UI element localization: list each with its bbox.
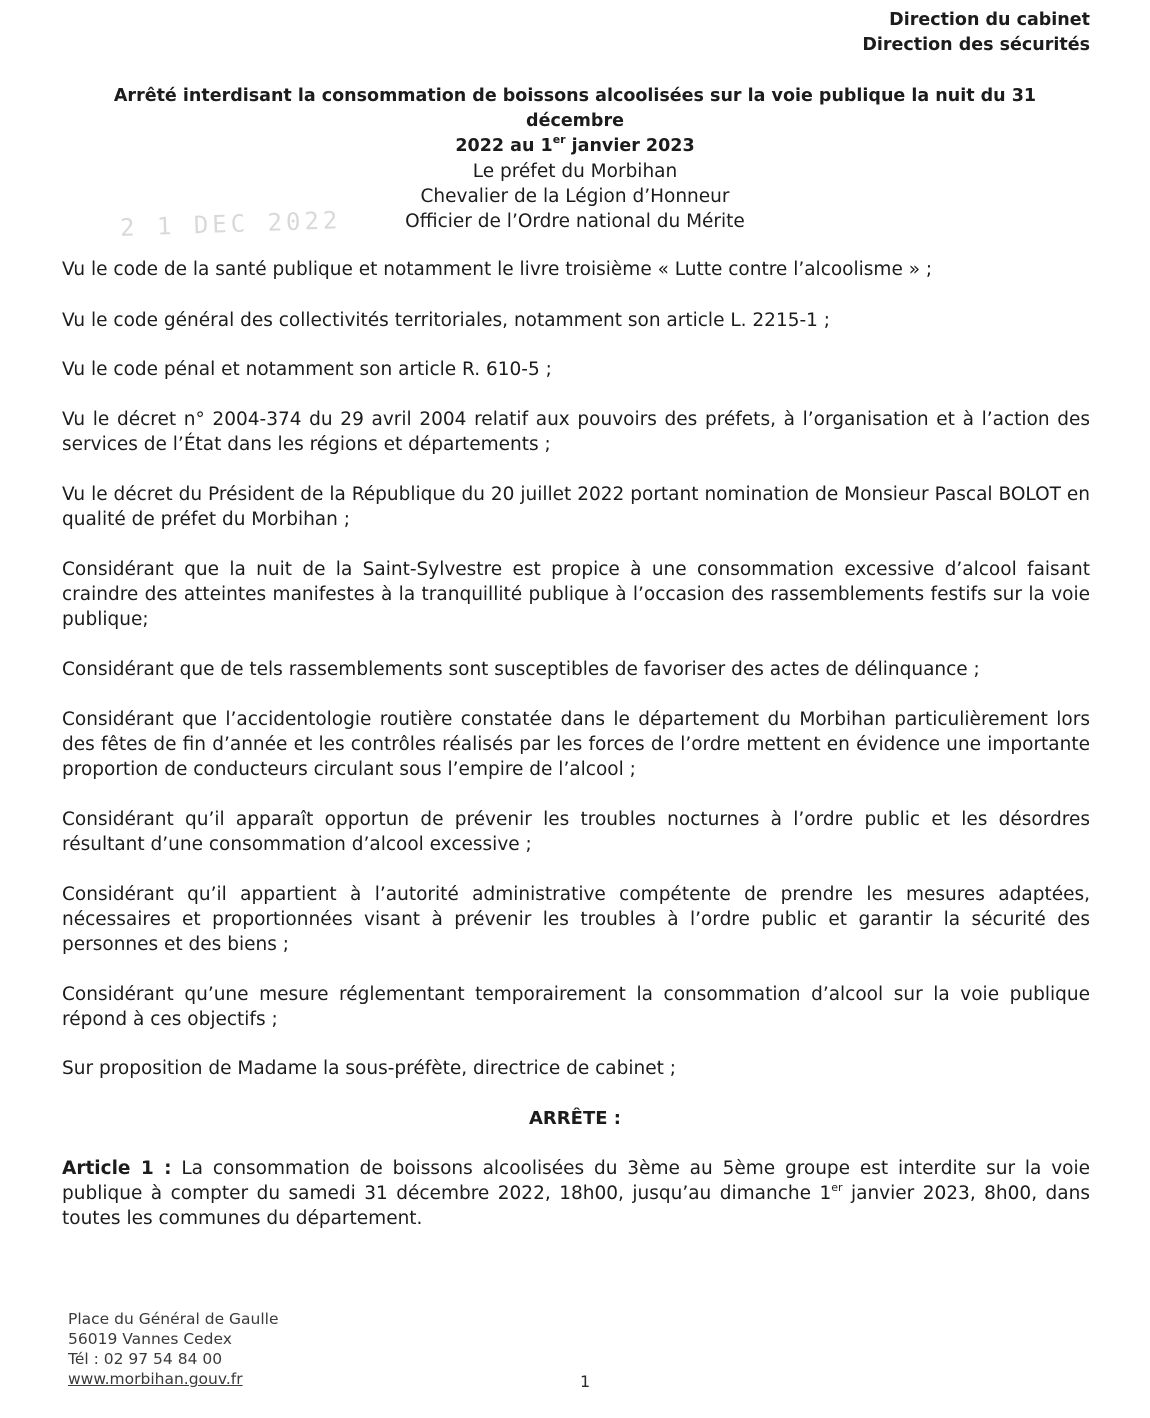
prefect-honour-legion: Chevalier de la Légion d’Honneur: [420, 186, 730, 207]
article-1-text-end: janvier 2023, 8h00, dans toutes les communes du département.: [62, 1183, 1090, 1229]
considerant-text: Considérant qu’il apparaît opportun de prévenir les troubles nocturnes à l’ordre public et les désordres résultant d’une consommation d’alcool excessive ;: [62, 809, 1090, 855]
footer-phone: Tél : 02 97 54 84 00: [68, 1350, 223, 1368]
visa-4: [62, 407, 1090, 457]
arrete-heading: ARRÊTE :: [529, 1108, 621, 1129]
issuing-department: [862, 8, 1090, 58]
considerant-text: Considérant que de tels rassemblements sont susceptibles de favoriser des actes de délinquance ;: [62, 659, 980, 680]
proposition-text: Sur proposition de Madame la sous-préfète, directrice de cabinet ;: [62, 1058, 676, 1079]
footer-website-link[interactable]: www.morbihan.gouv.fr: [68, 1370, 243, 1388]
decree-title-line1: Arrêté interdisant la consommation de boissons alcoolisées sur la voie publique la nuit du 31 décembre: [113, 86, 1037, 131]
considerant-2: [62, 657, 1090, 682]
decree-title-line2: [62, 134, 1088, 159]
proposition: [62, 1056, 1090, 1081]
decree-title-date-end: janvier 2023: [565, 136, 695, 156]
visa-5: [62, 482, 1090, 532]
article-1-superscript: er: [831, 1180, 843, 1194]
visa-2: [62, 308, 1090, 333]
considerant-6: [62, 982, 1090, 1032]
article-1-label: Article 1 :: [62, 1158, 172, 1179]
considerant-text: Considérant que l’accidentologie routière constatée dans le département du Morbihan particulièrement lors des fêtes de fin d’année et les contrôles réalisés par les forces de l’ordre mettent en évidence une importante proportion de conducteurs circulant sous l’empire de l’alcool ;: [62, 709, 1090, 780]
visa-text: Vu le code pénal et notamment son article R. 610-5 ;: [62, 359, 552, 380]
considerant-text: Considérant qu’une mesure réglementant temporairement la consommation d’alcool sur la voie publique répond à ces objectifs ;: [62, 984, 1090, 1030]
decree-title: [62, 84, 1088, 159]
visa-text: Vu le décret n° 2004-374 du 29 avril 2004 relatif aux pouvoirs des préfets, à l’organisation et à l’action des services de l’État dans les régions et départements ;: [62, 409, 1090, 455]
article-1-paragraph: [62, 1156, 1090, 1231]
visa-text: Vu le code de la santé publique et notamment le livre troisième « Lutte contre l’alcoolisme » ;: [62, 259, 933, 280]
department-line-cabinet: Direction du cabinet: [889, 10, 1090, 30]
article-1-text-start: La consommation de boissons alcoolisées du 3ème au 5ème groupe est interdite sur la voie publique à compter du samedi 31 décembre 2022, 18h00, jusqu’au dimanche 1: [62, 1158, 1090, 1204]
considerant-3: [62, 707, 1090, 782]
visa-text: Vu le code général des collectivités territoriales, notamment son article L. 2215-1 ;: [62, 310, 831, 331]
decree-title-date-start: 2022 au 1: [455, 136, 553, 156]
considerant-5: [62, 882, 1090, 957]
prefect-title: Le préfet du Morbihan: [472, 161, 678, 182]
considerant-text: Considérant qu’il appartient à l’autorité administrative compétente de prendre les mesures adaptées, nécessaires et proportionnées visant à prévenir les troubles à l’ordre public et garantir la sécurité des personnes et des biens ;: [62, 884, 1090, 955]
visa-3: [62, 357, 1090, 382]
considerant-text: Considérant que la nuit de la Saint-Sylvestre est propice à une consommation excessive d’alcool faisant craindre des atteintes manifestes à la tranquillité publique à l’occasion des rassemblements festifs sur la voie publique;: [62, 559, 1090, 630]
considerant-1: [62, 557, 1090, 632]
department-line-securites: Direction des sécurités: [862, 35, 1090, 55]
article-1: [62, 1156, 1090, 1231]
received-date-stamp: 2 1 DEC 2022: [119, 206, 342, 242]
page-number: 1: [580, 1372, 591, 1391]
prefect-honour-merite: Officier de l’Ordre national du Mérite: [405, 211, 745, 232]
visa-text: Vu le décret du Président de la République du 20 juillet 2022 portant nomination de Monsieur Pascal BOLOT en qualité de préfet du Morbihan ;: [62, 484, 1090, 530]
footer-contact: [68, 1309, 279, 1389]
decree-title-superscript: er: [552, 133, 566, 147]
footer-address-street: Place du Général de Gaulle: [68, 1310, 279, 1328]
footer-address-city: 56019 Vannes Cedex: [68, 1330, 232, 1348]
considerant-4: [62, 807, 1090, 857]
visa-1: [62, 257, 1090, 282]
